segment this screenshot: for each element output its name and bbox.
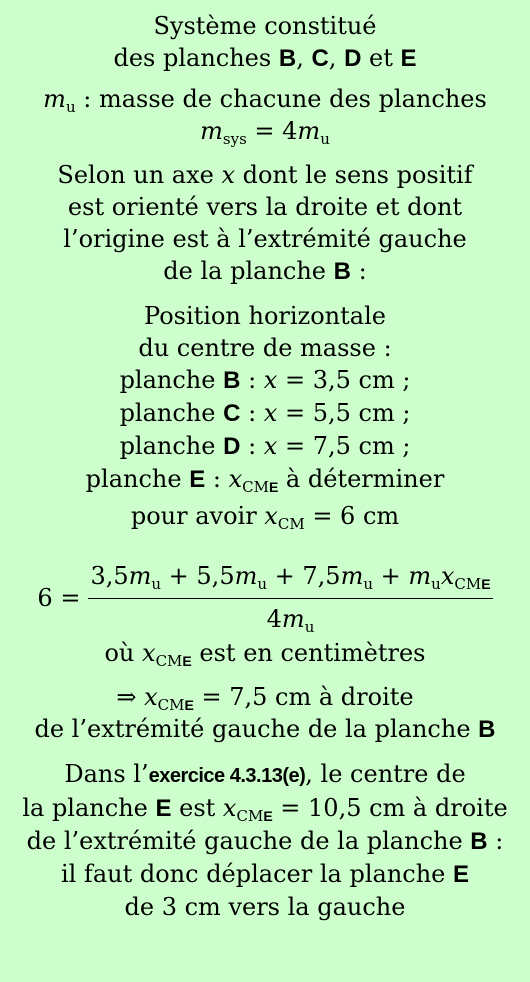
plank-e-label: E [400,45,417,72]
text: des planches [113,44,279,72]
fraction-denominator [267,599,315,635]
var-x: x [221,161,235,189]
sub-e: E [263,808,273,824]
conclusion-line-4 [0,858,530,891]
positions-title-2: du centre de masse : [138,334,392,362]
plank-b-label: B [478,716,496,743]
text: , [296,44,312,72]
text: il faut donc déplacer la planche [60,860,454,888]
sub-cm: CM [242,478,269,496]
center-of-mass-equation [0,560,530,635]
text: planche [85,465,190,493]
sub-cm-e [236,807,272,825]
var-m: m [43,85,66,113]
mass-block [0,83,530,147]
plank-e-label: E [189,466,206,493]
text: = 6 cm [304,502,400,530]
positions-block [0,300,530,532]
sub-u: u [151,575,162,593]
var-m: m [408,562,432,590]
text: planche [119,399,224,427]
var-x: x [263,366,278,394]
coef: 4 [266,605,282,633]
coef: + 7,5 [267,562,341,590]
var-x: x [263,432,278,460]
coef: + 5,5 [161,562,235,590]
sub-u: u [257,575,268,593]
system-mass [0,115,530,147]
axis-line-2: est orienté vers la droite et dont [67,193,463,221]
plank-b-label: B [470,828,488,855]
conclusion-block [0,758,530,923]
var-x: x [222,794,237,822]
implies-arrow: ⇒ [116,683,145,711]
sub-cm: CM [454,575,482,593]
sub-u: u [363,575,374,593]
text: , [328,44,345,72]
fraction [88,560,492,635]
conclusion-line-2 [0,792,530,825]
text: de l’extrémité gauche de la planche [34,715,479,743]
axis-line-1 [0,159,530,191]
intro-line-2 [0,42,530,75]
var-x: x [228,465,243,493]
text: dont le sens positif [235,161,473,189]
exercise-reference: exercice 4.3.13(e) [148,765,306,787]
text: Dans l’ [64,760,149,788]
var-x: x [144,683,158,711]
conclusion-line-1 [0,758,530,792]
conclusion-line-3 [0,825,530,858]
sub-cm-e [156,652,192,670]
conclusion-line-5: de 3 cm vers la gauche [124,893,406,921]
goal-line [0,500,530,532]
sub-cm-e [242,478,278,496]
position-row-d [0,430,530,463]
mass-definition [0,83,530,115]
var-x: x [263,399,278,427]
sub-cm-e [454,575,490,593]
plank-e-label: E [453,861,470,888]
text: : masse de chacune des planches [75,85,487,113]
intro-block [0,10,530,75]
result-block [0,681,530,746]
position-row-e [0,463,530,496]
text: = 4 [246,117,298,145]
sub-cm: CM [277,515,305,533]
axis-line-3: l’origine est à l’extrémité gauche [63,225,467,253]
plank-c-label: C [311,45,329,72]
var-m: m [200,117,223,145]
plank-b-label: B [278,45,297,72]
var-x: x [264,502,278,530]
sub-e: E [268,479,279,495]
text: de la planche [163,257,334,285]
text: , le centre de [305,760,466,788]
text: : [240,366,264,394]
text: où [104,639,143,667]
sub-u: u [320,130,330,148]
axis-block [0,159,530,288]
text: : [240,399,264,427]
text: de l’extrémité gauche de la planche [26,827,471,855]
var-m: m [234,562,258,590]
intro-line-1: Système constitué [153,12,377,40]
plank-d-label: D [223,433,241,460]
sub-cm: CM [236,807,264,825]
coef: 3,5 [90,562,129,590]
plank-b-label: B [333,258,351,285]
position-value: = 3,5 cm ; [277,366,411,394]
text: = 10,5 cm à droite [272,794,508,822]
sub-cm: CM [157,696,185,714]
result-value: = 7,5 cm à droite [193,683,414,711]
result-line-1 [0,681,530,713]
sub-e: E [184,697,194,713]
positions-title-1: Position horizontale [144,302,386,330]
sub-u: u [431,575,441,593]
var-x: x [440,562,455,590]
position-value: = 7,5 cm ; [277,432,411,460]
text: : [240,432,264,460]
var-x: x [142,639,156,667]
text: Selon un axe [57,161,222,189]
text: planche [119,432,224,460]
plank-c-label: C [223,400,241,427]
text: planche [119,366,224,394]
sub-sys: sys [222,130,247,148]
sub-e: E [182,653,192,669]
equation-lhs: 6 = [37,583,81,612]
text: est en centimètres [191,639,426,667]
sub-e: E [481,576,491,592]
sub-cm: CM [155,652,183,670]
text: la planche [22,794,156,822]
plank-d-label: D [344,45,362,72]
plank-e-label: E [155,795,172,822]
var-m: m [128,562,152,590]
position-row-c [0,397,530,430]
result-line-2 [0,713,530,746]
text: : [205,465,229,493]
var-m: m [340,562,364,590]
text: pour avoir [130,502,265,530]
plank-b-label: B [223,367,241,394]
text: à déterminer [278,465,445,493]
sub-cm-e [158,696,194,714]
text: : [487,827,504,855]
var-m: m [281,605,305,633]
text: est [171,794,223,822]
text: : [350,257,367,285]
var-m: m [297,117,321,145]
position-value: = 5,5 cm ; [277,399,411,427]
fraction-numerator [88,560,492,599]
units-note [0,637,530,669]
position-row-b [0,364,530,397]
axis-line-4 [0,255,530,288]
text: et [361,44,401,72]
sub-u: u [65,98,76,116]
sub-u: u [304,618,315,636]
plus: + [373,562,409,590]
